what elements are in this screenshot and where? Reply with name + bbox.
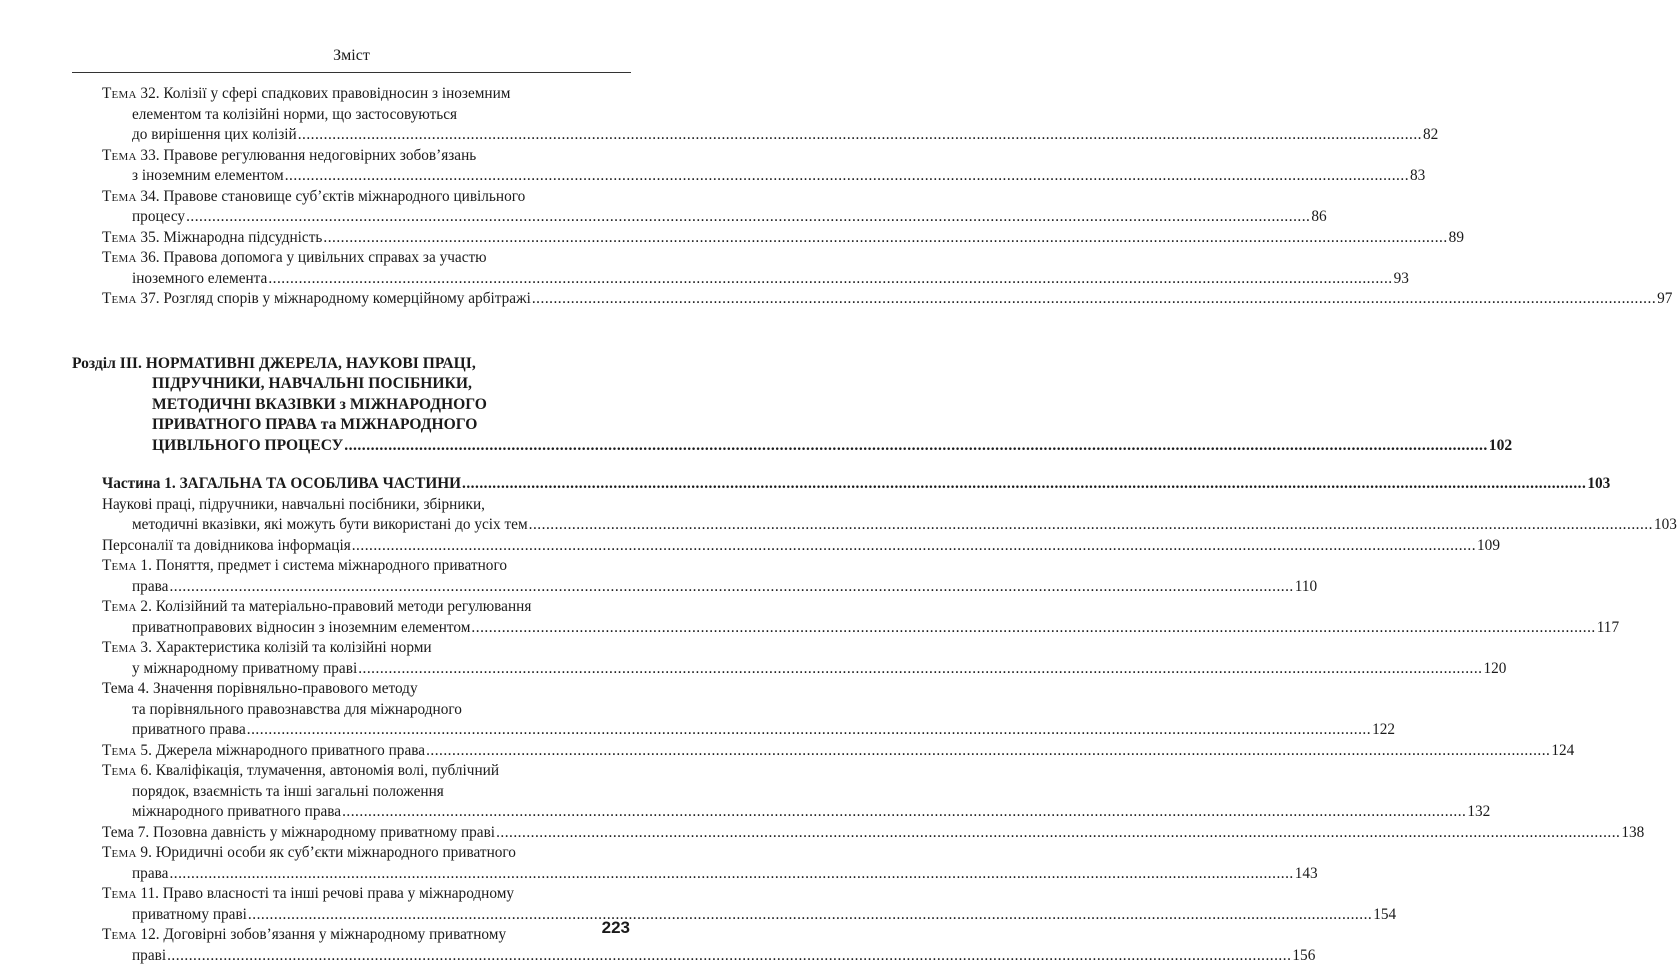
toc-line [102, 720, 1396, 741]
toc-page-number: 102 [1488, 436, 1513, 454]
toc-line [102, 207, 1327, 228]
toc-entry[interactable] [102, 289, 1673, 310]
toc-line [72, 395, 612, 416]
toc-line [102, 166, 1426, 187]
toc-line-text: приватному праві [132, 905, 247, 923]
toc-line-text: та порівняльного правознавства для міжнародного [132, 700, 462, 718]
toc-page-number: 109 [1477, 536, 1500, 554]
toc-entry[interactable] [102, 884, 1397, 925]
toc-page-number: 124 [1551, 741, 1575, 759]
toc-line [72, 374, 612, 395]
toc-page-number: 110 [1294, 577, 1318, 595]
toc-page-number: 122 [1372, 721, 1396, 738]
toc-page-number: 143 [1294, 864, 1318, 882]
toc-line [102, 146, 596, 167]
dot-leader: .................................................................................................................................................................................................................................................................... [471, 618, 1596, 636]
toc-page-number: 93 [1393, 269, 1409, 287]
toc-page-number: 83 [1410, 167, 1426, 184]
dot-leader: .................................................................................................................................................................................................................................................................... [344, 436, 1488, 454]
toc-page-number: 138 [1621, 823, 1645, 841]
toc-line [102, 536, 1500, 557]
toc-line-text: методичні вказівки, які можуть бути використані до усіх тем [132, 516, 528, 533]
toc-entry[interactable] [102, 495, 1677, 536]
toc-line-text: Персоналії та довідникова інформація [102, 536, 351, 554]
toc-line-text: іноземного елемента [132, 269, 268, 287]
toc-line-text: праві [132, 946, 167, 964]
spacer [0, 456, 703, 474]
toc-line-text: Тема 34. Правове становище суб’єктів міжнародного цивільного [102, 187, 526, 205]
toc-line-text: МЕТОДИЧНІ ВКАЗІВКИ з МІЖНАРОДНОГО [152, 395, 487, 413]
running-header: Зміст [333, 47, 370, 64]
toc-line [102, 556, 596, 577]
toc-line-text: Тема 32. Колізії у сфері спадкових правовідносин з іноземним [102, 85, 511, 102]
toc-part-entry[interactable] [102, 474, 1611, 495]
header-divider [72, 72, 631, 73]
toc-line-text: Тема 3. Характеристика колізій та колізійні норми [102, 639, 432, 656]
toc-line [102, 84, 596, 105]
toc-line [102, 638, 596, 659]
dot-leader: .................................................................................................................................................................................................................................................................... [268, 269, 1393, 287]
toc-entry[interactable] [102, 843, 1318, 884]
topic-label: Тема [102, 228, 137, 246]
toc-entry[interactable] [102, 228, 1464, 249]
toc-line-text: Тема 33. Правове регулювання недоговірних зобов’язань [102, 146, 477, 164]
toc-entry[interactable] [102, 679, 1396, 741]
dot-leader: .................................................................................................................................................................................................................................................................... [342, 803, 1467, 820]
dot-leader: .................................................................................................................................................................................................................................................................... [323, 228, 1448, 246]
topic-label: Тема [102, 290, 137, 307]
toc-line [102, 925, 596, 946]
toc-line-text: ПІДРУЧНИКИ, НАВЧАЛЬНІ ПОСІБНИКИ, [152, 375, 472, 392]
dot-leader: .................................................................................................................................................................................................................................................................... [351, 536, 1477, 554]
table-of-contents [0, 84, 1677, 966]
toc-page-number: 156 [1292, 946, 1316, 964]
topic-label: Тема [102, 249, 137, 266]
toc-page-number: 103 [1653, 516, 1677, 533]
toc-line-text: Тема 6. Кваліфікація, тлумачення, автономія волі, публічний [102, 762, 500, 779]
toc-line [102, 289, 1673, 310]
toc-page-number: 86 [1311, 208, 1327, 225]
toc-line-text: процесу [132, 208, 186, 225]
toc-line-text: Розділ III. НОРМАТИВНІ ДЖЕРЕЛА, НАУКОВІ ПРАЦІ, [72, 354, 476, 372]
dot-leader: .................................................................................................................................................................................................................................................................... [169, 577, 1294, 595]
topic-label: Тема [102, 926, 137, 943]
toc-page-number: 89 [1448, 228, 1464, 246]
toc-line-text: порядок, взаємність та інші загальні положення [132, 782, 444, 800]
section-heading [72, 354, 1513, 457]
dot-leader: .................................................................................................................................................................................................................................................................... [462, 475, 1587, 492]
toc-page-number: 154 [1373, 905, 1397, 923]
toc-line [102, 597, 596, 618]
page-number: 223 [601, 918, 630, 937]
toc-line [102, 187, 596, 208]
toc-line [102, 474, 1611, 495]
toc-entry[interactable] [102, 248, 1409, 289]
toc-line [102, 248, 596, 269]
dot-leader: .................................................................................................................................................................................................................................................................... [531, 290, 1657, 307]
toc-entry[interactable] [102, 638, 1507, 679]
toc-line [102, 761, 596, 782]
toc-line [102, 618, 1620, 639]
toc-line-text: ЦИВІЛЬНОГО ПРОЦЕСУ [152, 436, 344, 454]
toc-bottom-list [0, 474, 1677, 966]
toc-entry[interactable] [102, 187, 1327, 228]
dot-leader: .................................................................................................................................................................................................................................................................... [496, 823, 1621, 841]
toc-line-text: Тема 4. Значення порівняльно-правового методу [102, 680, 418, 697]
toc-top-list [0, 84, 1673, 310]
dot-leader: .................................................................................................................................................................................................................................................................... [186, 208, 1311, 225]
toc-line [102, 700, 596, 721]
toc-line [102, 269, 1409, 290]
toc-line [72, 436, 1513, 457]
dot-leader: .................................................................................................................................................................................................................................................................... [297, 126, 1422, 143]
topic-label: Тема [102, 639, 137, 656]
toc-line-text: Наукові праці, підручники, навчальні посібники, збірники, [102, 495, 485, 513]
toc-line-text: Тема 37. Розгляд спорів у міжнародному комерційному арбітражі [102, 290, 531, 307]
toc-line-text: Тема 36. Правова допомога у цивільних справах за участю [102, 249, 487, 266]
toc-line-text: приватного права [132, 721, 246, 738]
topic-label: Тема [102, 844, 137, 861]
topic-label: Тема [102, 146, 137, 164]
toc-line [102, 741, 1575, 762]
toc-line [72, 415, 612, 436]
toc-line-text: права [132, 577, 169, 595]
toc-line [72, 354, 612, 375]
toc-page-number: 82 [1422, 126, 1439, 143]
toc-entry[interactable] [102, 146, 1426, 187]
dot-leader: .................................................................................................................................................................................................................................................................... [247, 905, 1373, 923]
toc-line-text: Тема 7. Позовна давність у міжнародному приватному праві [102, 823, 496, 841]
toc-line [102, 884, 596, 905]
toc-page-number: 117 [1596, 618, 1620, 636]
toc-line [102, 495, 596, 516]
toc-entry[interactable] [102, 761, 1491, 823]
toc-line [102, 782, 596, 803]
toc-line-text: Тема 9. Юридичні особи як суб’єкти міжнародного приватного [102, 844, 516, 861]
toc-line [102, 843, 596, 864]
toc-line [102, 125, 1439, 146]
dot-leader: .................................................................................................................................................................................................................................................................... [528, 516, 1653, 533]
toc-line [102, 105, 596, 126]
toc-entry[interactable] [102, 556, 1318, 597]
toc-line-text: Тема 11. Право власності та інші речові права у міжнародному [102, 885, 515, 902]
topic-label: Тема [102, 557, 137, 574]
spacer [0, 310, 703, 354]
toc-line-text: до вирішення цих колізій [132, 126, 297, 143]
topic-label: Тема [102, 885, 137, 902]
toc-line [102, 228, 1464, 249]
dot-leader: .................................................................................................................................................................................................................................................................... [169, 864, 1294, 882]
topic-label: Тема [102, 187, 137, 205]
toc-line-text: Тема 12. Договірні зобов’язання у міжнародному приватному [102, 926, 507, 943]
toc-line-text: Тема 35. Міжнародна підсудність [102, 228, 323, 246]
dot-leader: .................................................................................................................................................................................................................................................................... [358, 659, 1483, 677]
toc-page-number: 97 [1657, 290, 1673, 307]
toc-line-text: ПРИВАТНОГО ПРАВА та МІЖНАРОДНОГО [152, 416, 478, 433]
toc-line-text: елементом та колізійні норми, що застосовуються [132, 105, 458, 123]
toc-entry[interactable] [102, 823, 1645, 844]
dot-leader: .................................................................................................................................................................................................................................................................... [167, 946, 1292, 964]
topic-label: Тема [102, 85, 137, 102]
toc-line [102, 864, 1318, 885]
toc-line [102, 659, 1507, 680]
toc-line [102, 515, 1677, 536]
toc-page-number: 132 [1467, 803, 1491, 820]
toc-line [102, 823, 1645, 844]
toc-entry[interactable] [102, 84, 1439, 146]
toc-line-text: приватноправових відносин з іноземним елементом [132, 618, 471, 636]
dot-leader: .................................................................................................................................................................................................................................................................... [426, 741, 1551, 759]
toc-entry[interactable] [102, 536, 1500, 557]
toc-entry[interactable] [102, 597, 1620, 638]
topic-label: Тема [102, 741, 137, 759]
topic-label: Тема [102, 762, 137, 779]
toc-entry[interactable] [102, 741, 1575, 762]
toc-line [102, 679, 596, 700]
toc-line [102, 577, 1318, 598]
toc-line [102, 946, 1316, 967]
dot-leader: .................................................................................................................................................................................................................................................................... [246, 721, 1372, 738]
toc-line-text: у міжнародному приватному праві [132, 659, 358, 677]
topic-label: Тема [102, 598, 137, 615]
dot-leader: .................................................................................................................................................................................................................................................................... [284, 167, 1410, 184]
toc-line-text: міжнародного приватного права [132, 803, 342, 820]
toc-line-text: Тема 1. Поняття, предмет і система міжнародного приватного [102, 557, 507, 574]
toc-line-text: Тема 5. Джерела міжнародного приватного права [102, 741, 426, 759]
toc-line-text: Частина 1. ЗАГАЛЬНА ТА ОСОБЛИВА ЧАСТИНИ [102, 475, 462, 492]
toc-page-number: 103 [1587, 475, 1611, 492]
toc-line-text: з іноземним елементом [132, 167, 284, 184]
toc-line-text: права [132, 864, 169, 882]
toc-line [102, 905, 1397, 926]
toc-line [102, 802, 1491, 823]
toc-line-text: Тема 2. Колізійний та матеріально-правовий методи регулювання [102, 598, 532, 615]
toc-page-number: 120 [1483, 659, 1507, 677]
